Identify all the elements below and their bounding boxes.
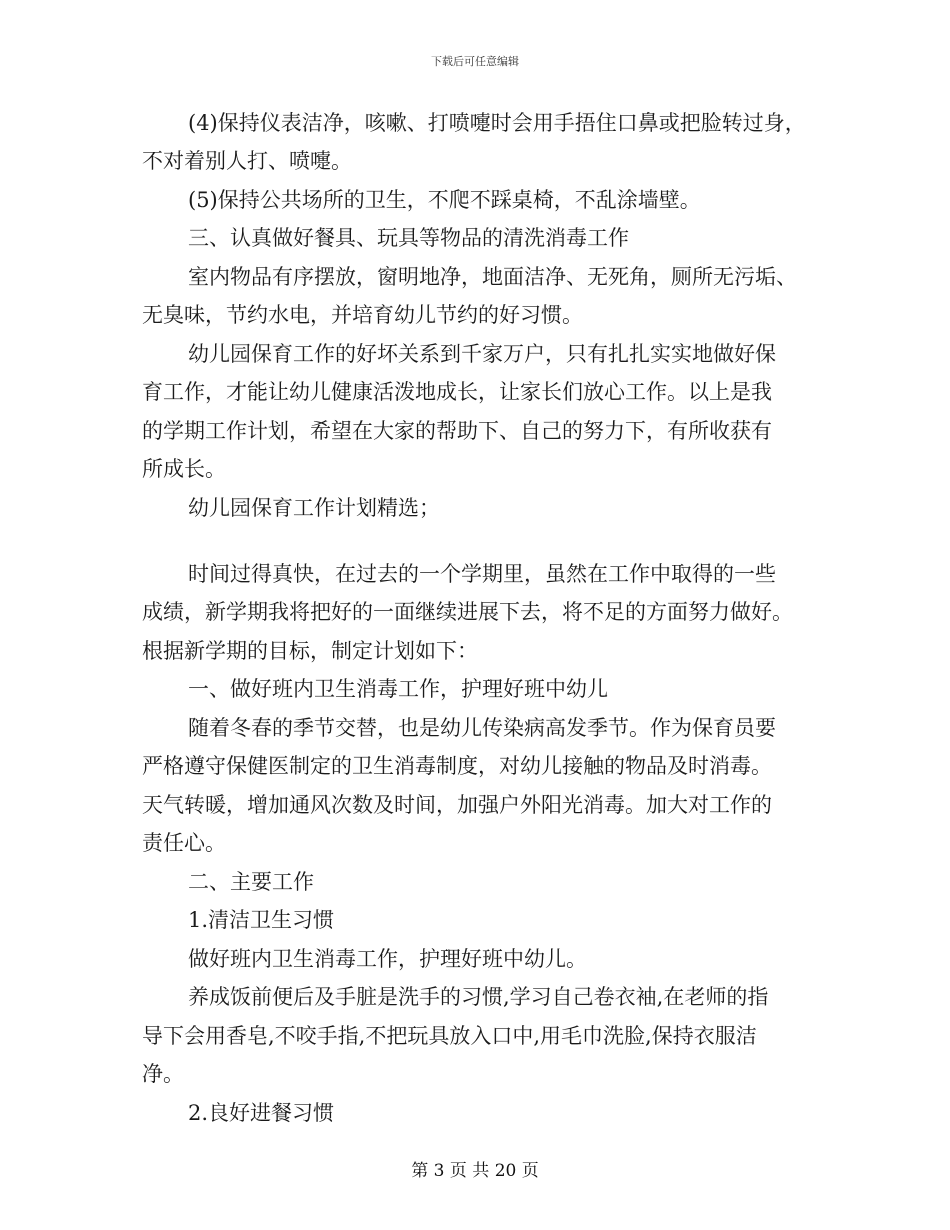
page-header: 下载后可任意编辑 <box>431 55 519 68</box>
paragraph-line: 的学期工作计划，希望在大家的帮助下、自己的努力下，有所收获有 <box>142 419 772 443</box>
paragraph-line: 做好班内卫生消毒工作，护理好班中幼儿。 <box>188 947 587 971</box>
section-heading: 二、主要工作 <box>188 870 314 894</box>
paragraph-line: 不对着别人打、喷嚏。 <box>142 149 352 173</box>
paragraph-line: 根据新学期的目标，制定计划如下： <box>142 639 478 663</box>
paragraph-line: (5)保持公共场所的卫生，不爬不踩桌椅，不乱涂墙壁。 <box>188 188 701 212</box>
paragraph-line: 育工作，才能让幼儿健康活泼地成长，让家长们放心工作。以上是我 <box>142 380 772 404</box>
paragraph-line: 时间过得真快，在过去的一个学期里，虽然在工作中取得的一些 <box>188 562 776 586</box>
paragraph-line: 所成长。 <box>142 457 226 481</box>
section-heading: 三、认真做好餐具、玩具等物品的清洗消毒工作 <box>188 226 629 250</box>
paragraph-line: 导下会用香皂,不咬手指,不把玩具放入口中,用毛巾洗脸,保持衣服洁 <box>142 1024 757 1048</box>
paragraph-line: 天气转暖，增加通风次数及时间，加强户外阳光消毒。加大对工作的 <box>142 793 772 817</box>
paragraph-line: 随着冬春的季节交替，也是幼儿传染病高发季节。作为保育员要 <box>188 716 776 740</box>
paragraph-line: 幼儿园保育工作的好坏关系到千家万户，只有扎扎实实地做好保 <box>188 342 776 366</box>
paragraph-line: 净。 <box>142 1062 184 1086</box>
section-title: 幼儿园保育工作计划精选； <box>188 496 440 520</box>
paragraph-line: 责任心。 <box>142 831 226 855</box>
subsection-heading: 2.良好进餐习惯 <box>188 1101 335 1125</box>
page-number: 第 3 页 共 20 页 <box>411 1161 539 1181</box>
subsection-heading: 1.清洁卫生习惯 <box>188 908 335 932</box>
paragraph-line: (4)保持仪表洁净，咳嗽、打喷嚏时会用手捂住口鼻或把脸转过身， <box>188 111 806 135</box>
paragraph-line: 室内物品有序摆放，窗明地净，地面洁净、无死角，厕所无污垢、 <box>188 265 797 289</box>
paragraph-line: 养成饭前便后及手脏是洗手的习惯,学习自己卷衣袖,在老师的指 <box>188 985 769 1009</box>
paragraph-line: 成绩，新学期我将把好的一面继续进展下去，将不足的方面努力做好。 <box>142 600 793 624</box>
paragraph-line: 无臭味，节约水电，并培育幼儿节约的好习惯。 <box>142 303 583 327</box>
paragraph-line: 严格遵守保健医制定的卫生消毒制度，对幼儿接触的物品及时消毒。 <box>142 754 772 778</box>
section-heading: 一、做好班内卫生消毒工作，护理好班中幼儿 <box>188 677 608 701</box>
